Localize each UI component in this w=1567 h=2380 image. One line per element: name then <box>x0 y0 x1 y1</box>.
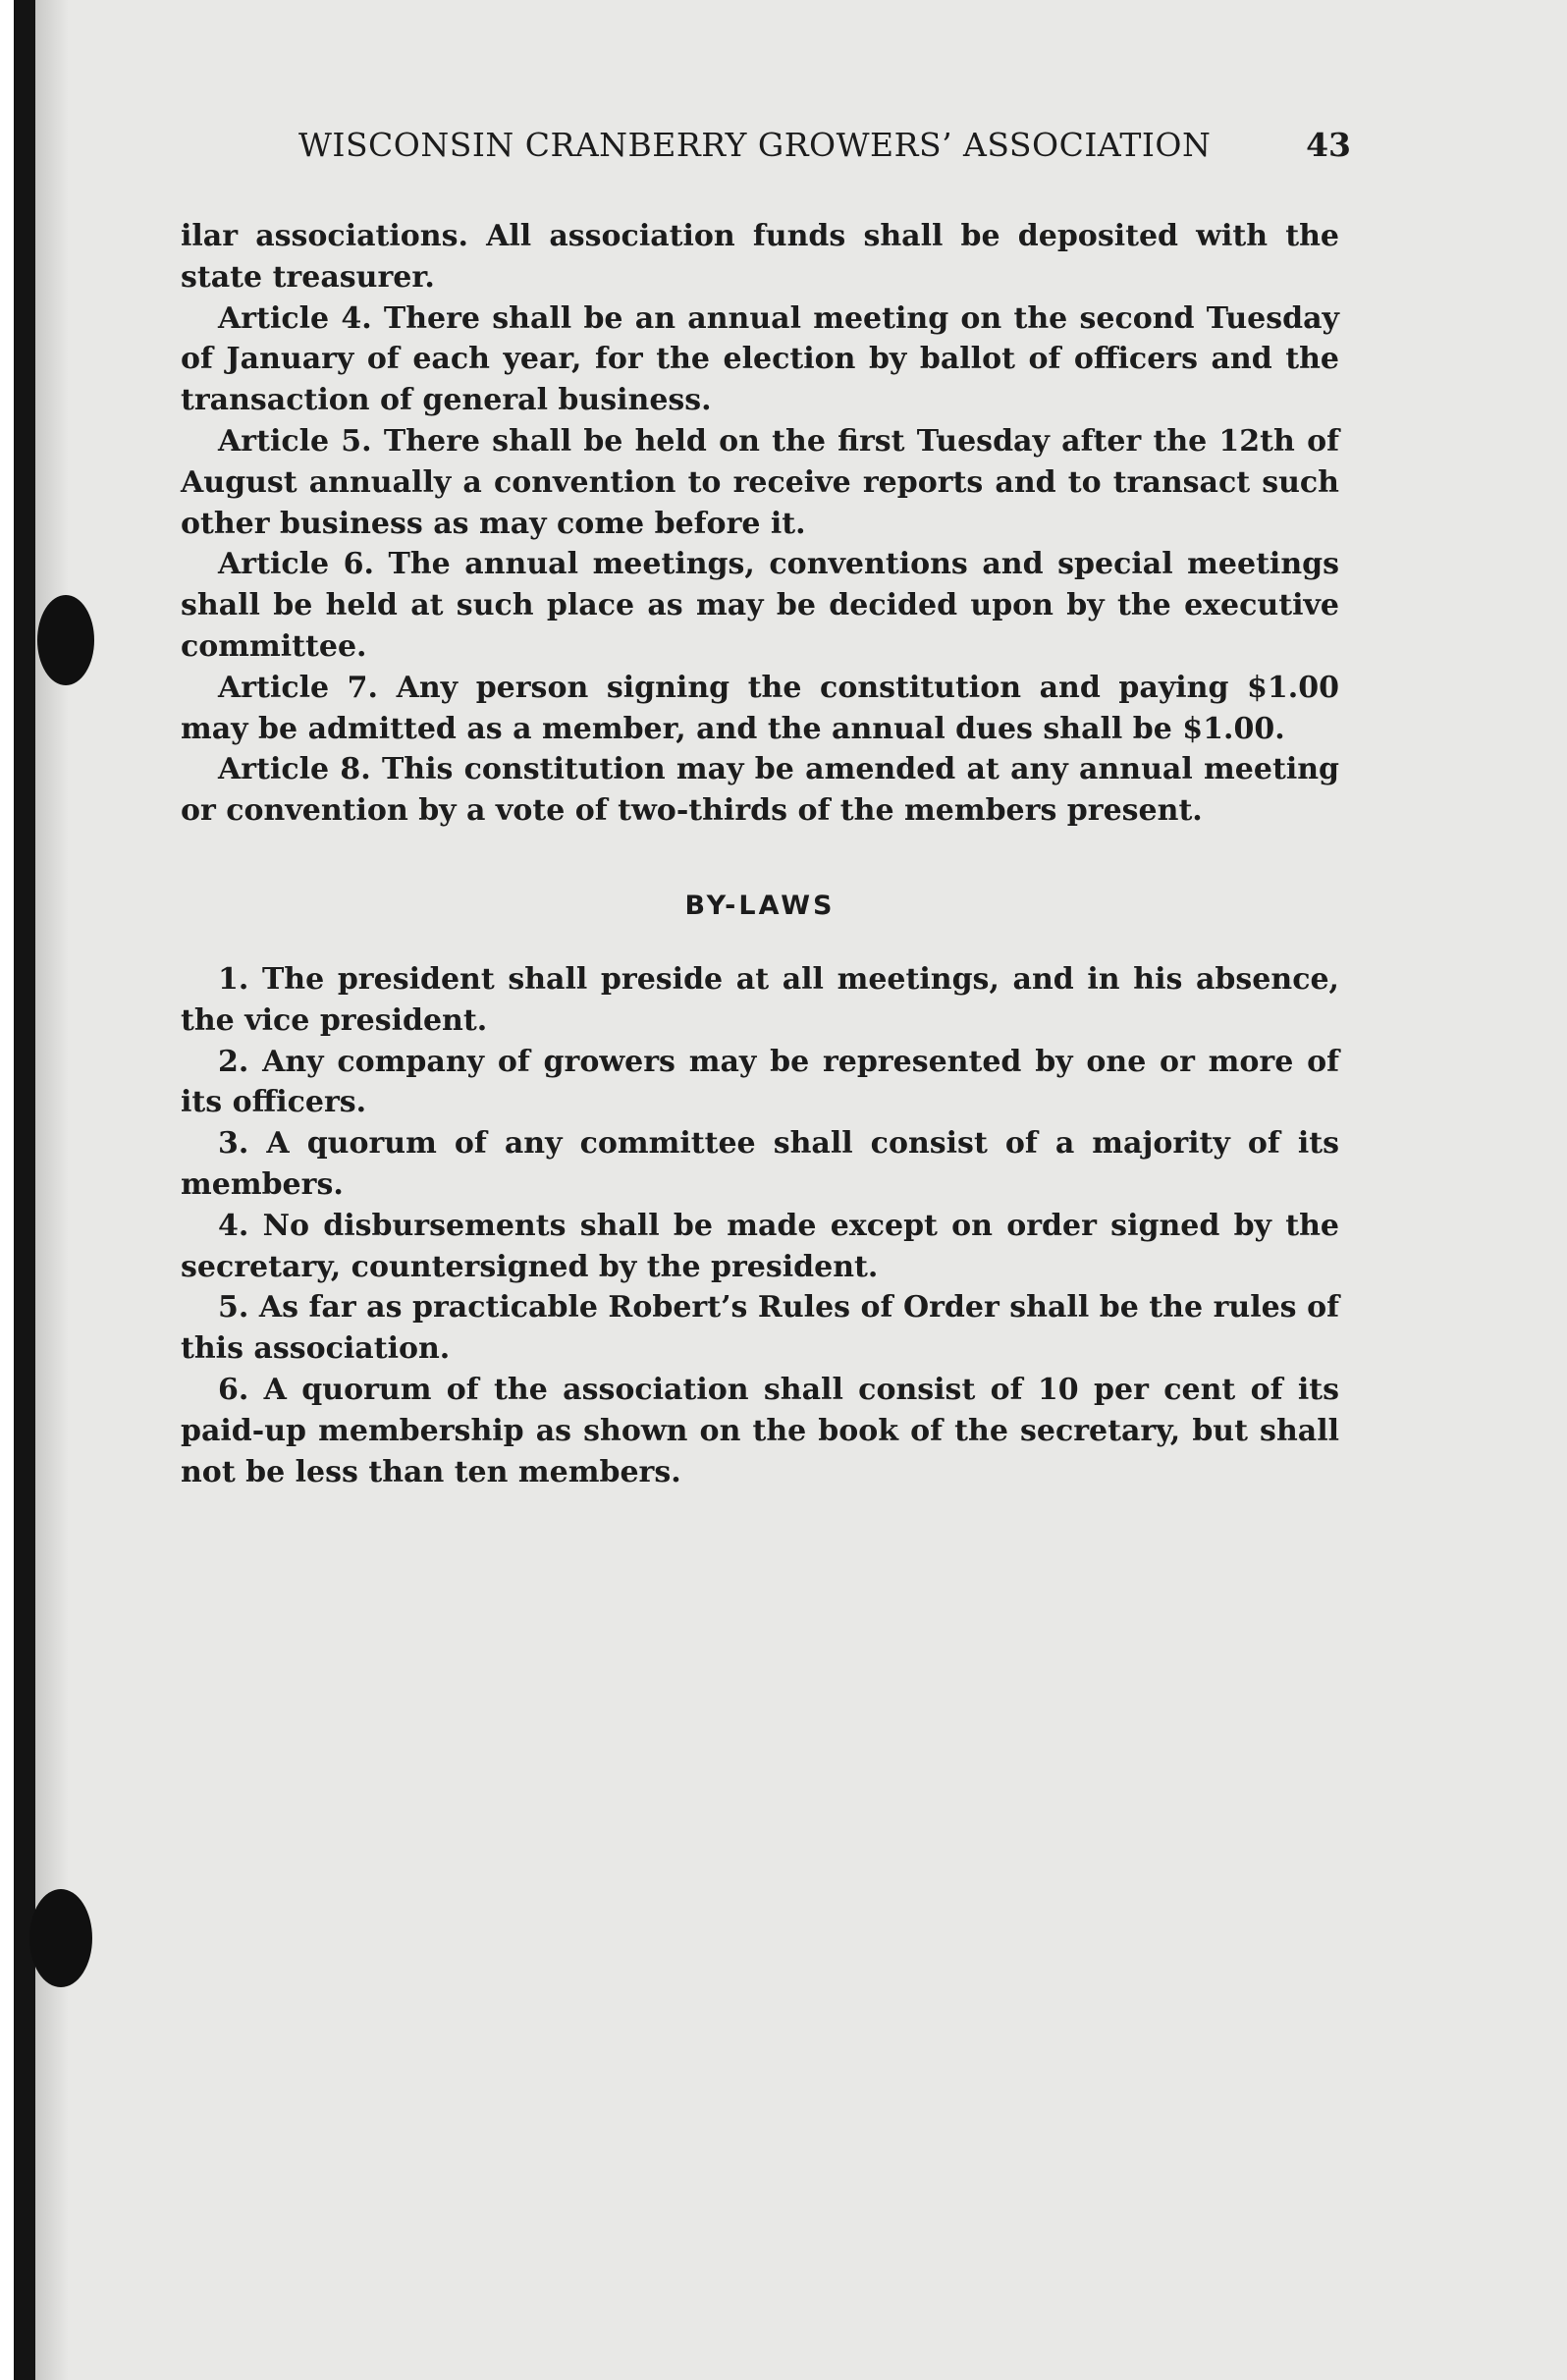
page-margin-edge <box>0 0 14 2380</box>
article-7: Article 7. Any person signing the constitution and paying $1.00 may be admitted as a member, and the annual dues shall be $1.00. <box>181 670 1339 746</box>
article-8: Article 8. This constitution may be amended at any annual meeting or convention by a vote of two-thirds of the members present. <box>181 752 1339 829</box>
bylaw-3: 3. A quorum of any committee shall consist of a majority of its members. <box>181 1126 1339 1202</box>
page-body <box>181 216 1339 1492</box>
article-5: Article 5. There shall be held on the first Tuesday after the 12th of August annually a convention to receive reports and to transact such other business as may come before it. <box>181 423 1339 541</box>
binding-strip <box>14 0 35 2380</box>
bylaw-5: 5. As far as practicable Robert’s Rules of Order shall be the rules of this association. <box>181 1290 1339 1367</box>
continued-paragraph: ilar associations. All association funds shall be deposited with the state treasurer. <box>181 219 1339 295</box>
bylaw-1: 1. The president shall preside at all meetings, and in his absence, the vice president. <box>181 961 1339 1038</box>
article-4: Article 4. There shall be an annual meeting on the second Tuesday of January of each year, for the election by ballot of officers and the transaction of general business. <box>181 300 1339 418</box>
bylaw-6: 6. A quorum of the association shall consist of 10 per cent of its paid-up membership as shown on the book of the secretary, but shall not be less than ten members. <box>181 1372 1339 1489</box>
punch-hole-upper <box>37 595 94 685</box>
running-title: WISCONSIN CRANBERRY GROWERS’ ASSOCIATION <box>298 126 1212 164</box>
bylaw-2: 2. Any company of growers may be represented by one or more of its officers. <box>181 1044 1339 1120</box>
article-6: Article 6. The annual meetings, conventions and special meetings shall be held at such place as may be decided upon by the executive committee. <box>181 547 1339 664</box>
bylaws-heading: BY-LAWS <box>684 890 836 921</box>
punch-hole-lower <box>29 1889 92 1987</box>
bylaw-4: 4. No disbursements shall be made except on order signed by the secretary, countersigned by the president. <box>181 1208 1339 1284</box>
running-header <box>298 126 1351 169</box>
binding-shadow <box>35 0 69 2380</box>
page-number: 43 <box>1306 126 1351 164</box>
